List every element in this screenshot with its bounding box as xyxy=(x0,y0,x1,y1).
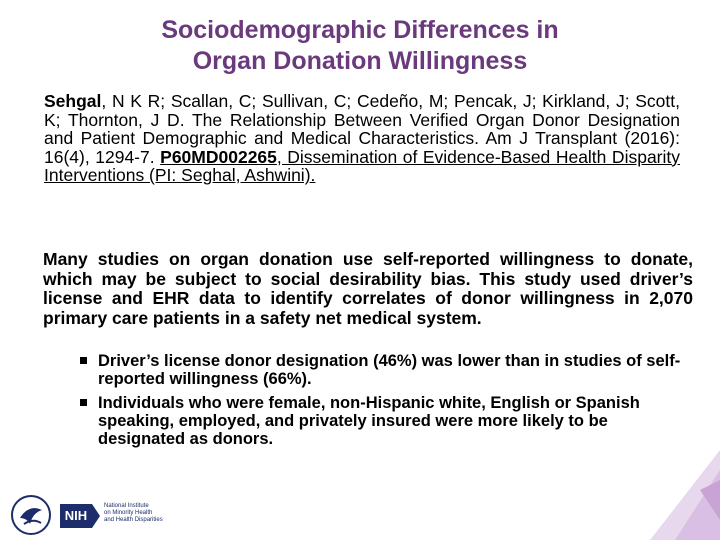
slide-title-line-2: Organ Donation Willingness xyxy=(192,47,528,75)
institute-name-line: National Institute xyxy=(104,503,149,509)
institute-name-line: and Health Disparities xyxy=(104,517,163,523)
nih-logo-icon: NIH xyxy=(60,504,92,528)
summary-paragraph: Many studies on organ donation use self-reported willingness to donate, which may be subject to social desirability bias. This study used driver’s license and EHR data to identify correlates of donor willingness in 2,070 primary care patients in a safety net medical system. xyxy=(43,249,693,328)
findings-item-text: Driver’s license donor designation (46%) was lower than in studies of self-reported willingness (66%). xyxy=(98,352,681,388)
citation-grant-description: , Dissemination of Evidence-Based Health Disparity Interventions (PI: Seghal, Ashwini). xyxy=(44,146,681,185)
slide-title-line-1: Sociodemographic Differences in xyxy=(161,16,559,44)
hhs-eagle-logo-icon xyxy=(10,494,54,536)
citation-grant-id: P60MD002265 xyxy=(160,146,277,167)
slide-title xyxy=(40,15,680,77)
citation-first-author: Sehgal xyxy=(44,91,102,111)
corner-decoration-icon xyxy=(630,450,720,540)
nih-logo-arrow-icon xyxy=(92,504,100,528)
citation-authors: , N K R; Scallan, C; Sullivan, C; Cedeño, M; Pencak, J; Kirkland, J; Scott, K; Thornton, J D. The Relationship Between Verified Organ Donor Designation and Patient Demographic and Medical Characteristics. Am J Transplant (2016): 16(4), 1294-7. xyxy=(44,91,680,167)
findings-item-text: Individuals who were female, non-Hispanic white, English or Spanish speaking, employed, and privately insured were more likely to be designated as donors. xyxy=(98,394,640,448)
institute-name xyxy=(104,503,174,524)
findings-list xyxy=(78,352,690,454)
findings-list-item xyxy=(78,394,690,448)
institute-name-line: on Minority Health xyxy=(104,510,153,516)
findings-list-item xyxy=(78,352,690,388)
bullet-square-icon xyxy=(80,357,87,364)
bullet-square-icon xyxy=(80,399,87,406)
citation-text xyxy=(44,92,680,185)
